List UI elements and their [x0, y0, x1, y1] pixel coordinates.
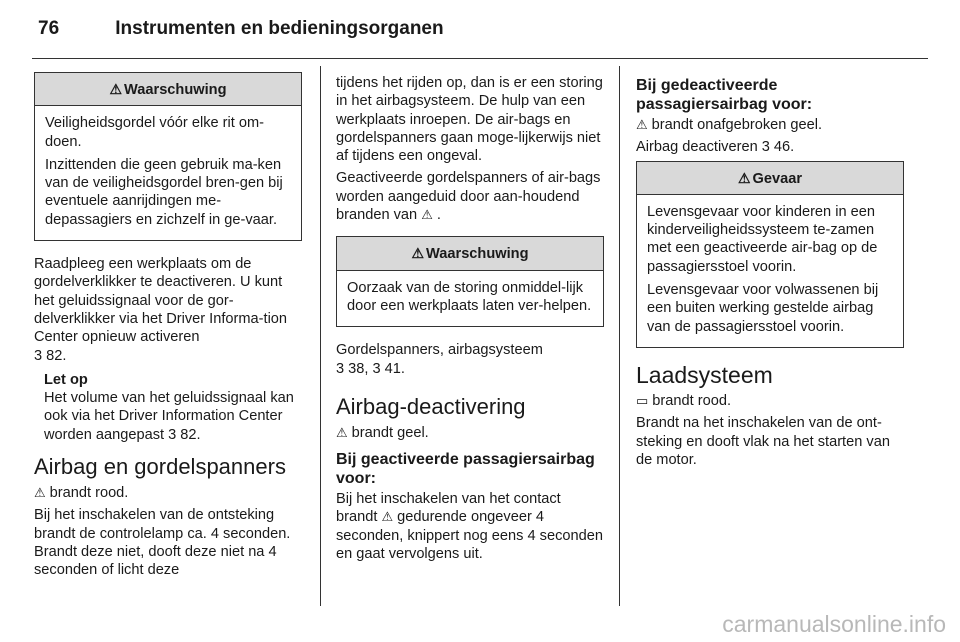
- note-block: [34, 371, 302, 444]
- body-paragraph: Brandt na het inschakelen van de ont-steking en dooft vlak na het starten van de motor.: [636, 415, 890, 468]
- airbag-off-icon: ⚠: [636, 117, 648, 132]
- danger-text: Levensgevaar voor volwassenen bij een buiten werking gestelde airbag van de passagiersstoel voorin.: [647, 282, 879, 335]
- column-2: [336, 74, 604, 567]
- section-heading-charging: Laadsysteem: [636, 361, 773, 388]
- header-rule: [32, 58, 928, 59]
- warning-triangle-icon: ⚠: [109, 81, 123, 97]
- section-heading-airbag-deactivation: Airbag-deactivering: [336, 393, 526, 419]
- symbol-line: ⚠ brandt geel.: [336, 424, 429, 441]
- warning-text: Oorzaak van de storing onmiddel-lijk door een werkplaats laten ver-helpen.: [347, 279, 592, 314]
- airbag-off-icon: ⚠: [336, 424, 348, 440]
- page-header: [38, 18, 444, 40]
- column-1: [34, 72, 302, 584]
- body-paragraph: Bij het inschakelen van het contact brandt ⚠ gedurende ongeveer 4 seconden, knippert nog eens 4 seconden en gaat vervolgens uit.: [336, 491, 603, 563]
- column-3: [636, 76, 904, 473]
- warning-text: Inzittenden die geen gebruik ma-ken van de veiligheidsgordel bren-gen bij eventuele aanrijdingen me-depassagiers en zichzelf in ge-vaar.: [45, 156, 283, 228]
- symbol-line: ⚠ brandt onafgebroken geel.: [636, 117, 823, 133]
- body-paragraph: Gordelspanners, airbagsysteem 3 38, 3 41.: [336, 342, 543, 377]
- page-number: 76: [38, 18, 60, 39]
- airbag-seat-icon: ⚠: [34, 485, 46, 501]
- page-title: Instrumenten en bedieningsorganen: [115, 18, 444, 39]
- column-divider-1: [320, 66, 321, 606]
- symbol-line: ⚠ brandt rood.: [34, 485, 129, 502]
- warning-text: Veiligheidsgordel vóór elke rit om-doen.: [45, 115, 265, 150]
- body-paragraph: Geactiveerde gordelspanners of air-bags worden aangeduid door aan-houdend branden van ⚠ .: [336, 170, 601, 224]
- body-paragraph: Bij het inschakelen van de ontsteking brandt de controlelamp ca. 4 seconden. Brandt deze niet, dooft deze niet na 4 seconden of licht deze: [34, 507, 291, 579]
- danger-box-title: ⚠ Gevaar: [637, 162, 903, 195]
- subheading-deactivated: Bij gedeactiveerde passagiersairbag voor:: [636, 77, 813, 113]
- subheading-activated: Bij geactiveerde passagiersairbag voor:: [336, 451, 595, 488]
- section-heading-airbag: Airbag en gordelspanners: [34, 454, 286, 480]
- airbag-seat-icon: ⚠: [421, 207, 433, 223]
- battery-icon: ▭: [636, 392, 649, 408]
- body-paragraph: tijdens het rijden op, dan is er een storing in het airbagsysteem. De hulp van een werkplaats inroepen. De air-bags en gordelspanners gaan moge-lijkerwijs niet af tijdens een ongeval.: [336, 75, 603, 165]
- body-paragraph: Airbag deactiveren 3 46.: [636, 139, 795, 156]
- symbol-line: ▭ brandt rood.: [636, 392, 731, 409]
- danger-box: [636, 161, 904, 348]
- page-reference: 3 82.: [34, 347, 67, 364]
- warning-box-seatbelt: [34, 72, 302, 241]
- column-divider-2: [619, 66, 620, 606]
- warning-box-title: ⚠ Waarschuwing: [35, 73, 301, 106]
- note-text: Het volume van het geluidssignaal kan ook via het Driver Information Center worden aangepast 3 82.: [44, 390, 294, 443]
- warning-box-title: ⚠ Waarschuwing: [337, 237, 603, 270]
- note-title: Let op: [44, 371, 88, 388]
- airbag-off-icon: ⚠: [381, 509, 394, 525]
- watermark: carmanualsonline.info: [722, 611, 946, 637]
- warning-box-fault: [336, 236, 604, 327]
- warning-triangle-icon: ⚠: [737, 169, 751, 186]
- page-reference: 3 38, 3 41.: [336, 360, 405, 377]
- danger-text: Levensgevaar voor kinderen in een kinderveiligheidssysteem te-zamen met een geactiveerde air-bag op de passagiersstoel voorin.: [647, 203, 878, 275]
- body-paragraph: Raadpleeg een werkplaats om de gordelverklikker te deactiveren. U kunt het geluidssignaal voor de gor-delverklikker via het Driver Informa-tion Center opnieuw activeren 3 82.: [34, 256, 288, 364]
- warning-triangle-icon: ⚠: [411, 245, 425, 262]
